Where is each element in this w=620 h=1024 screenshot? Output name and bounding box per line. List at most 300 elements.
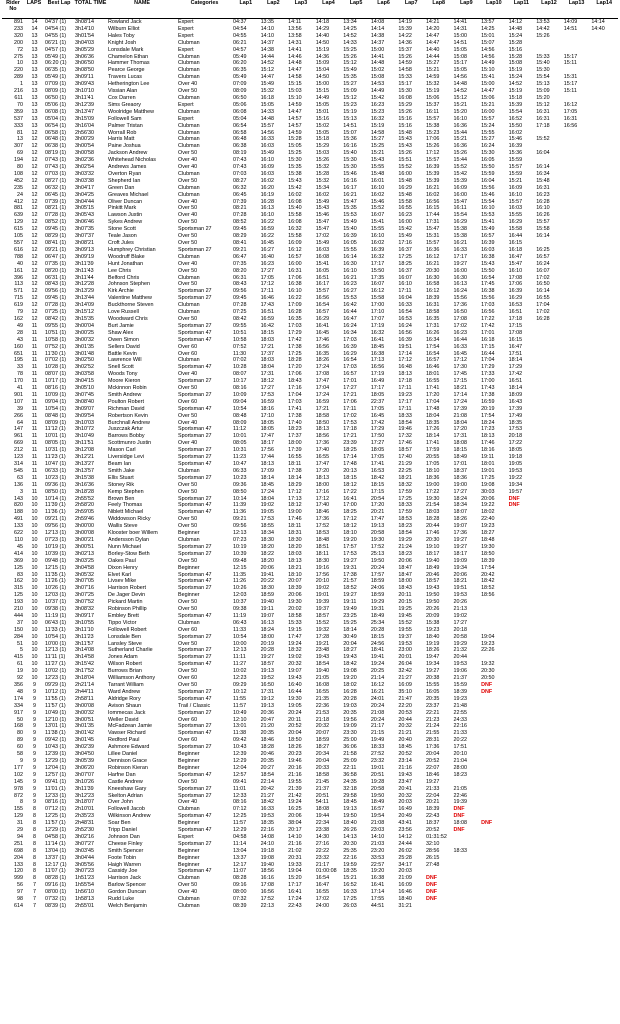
- rider-name-cell: Teale Jason: [108, 233, 137, 240]
- rider-number-cell: 28: [17, 329, 23, 336]
- table-row: [2, 641, 618, 648]
- lap-time-cell: [535, 599, 563, 606]
- lap-time-cell: [535, 730, 563, 737]
- lap-time-cell: 19:27: [260, 654, 275, 661]
- lap-time-cell: 14:14: [591, 19, 605, 25]
- rider-name-cell: Harrison Jack: [108, 875, 141, 882]
- laps-cell: 10: [31, 592, 38, 599]
- lap-time-cell: 18:05: [260, 419, 275, 426]
- lap-time-cell: 18:58: [315, 771, 330, 778]
- lap-time-cell: 14:10: [260, 32, 275, 39]
- lap-time-cell: [590, 164, 618, 171]
- lap-time-cell: 19:04: [481, 633, 495, 640]
- lap-time-cell: 19:05: [508, 461, 523, 467]
- lap-time-cell: 18:13: [315, 426, 330, 433]
- laps-cell: 10: [31, 599, 38, 606]
- laps-cell: 10: [31, 495, 38, 502]
- lap-time-cell: [563, 496, 591, 503]
- category-cell: Over 50: [178, 385, 198, 392]
- laps-cell: 9: [33, 792, 36, 799]
- lap-time-cell: [563, 558, 591, 565]
- lap-time-cell: 15:17: [563, 53, 578, 60]
- rider-name-cell: Tippo Victor: [108, 619, 137, 626]
- lap-time-cell: 18:30: [260, 536, 275, 543]
- lap-time-cell: 16:16: [343, 143, 357, 150]
- lap-time-cell: 15:54: [481, 198, 495, 205]
- lap-time-cell: [535, 592, 563, 599]
- lap-time-cell: 18:04: [425, 412, 440, 419]
- best-lap-cell: 10'28 (1): [45, 364, 67, 371]
- best-lap-cell: 13'01 (1): [45, 723, 67, 730]
- lap-time-cell: 16:28: [343, 688, 357, 695]
- lap-time-cell: 15:55: [425, 682, 440, 688]
- lap-time-cell: [563, 337, 591, 344]
- lap-time-cell: [508, 516, 536, 523]
- lap-time-cell: 34:17: [398, 861, 412, 868]
- table-row: [2, 261, 618, 268]
- lap-time-cell: 17:19: [370, 322, 385, 329]
- rider-name-cell: Overton Ryan: [108, 170, 142, 177]
- lap-time-cell: 18:46: [425, 771, 440, 778]
- rider-name-cell: Over John: [108, 799, 133, 806]
- lap-time-cell: 27:16: [315, 840, 330, 847]
- lap-time-cell: DNF: [425, 889, 438, 896]
- best-lap-cell: 13'04 (1): [45, 847, 67, 854]
- best-lap-cell: 12'57 (1): [45, 771, 67, 778]
- lap-time-cell: 16:49: [370, 378, 385, 385]
- rider-name-cell: Wilburn Elliot: [108, 25, 140, 32]
- lap-time-cell: 18:56: [260, 868, 275, 875]
- lap-time-cell: 17:06: [425, 136, 440, 143]
- lap-time-cell: [590, 786, 618, 793]
- total-time-cell: 3h09'17: [75, 612, 95, 619]
- lap-time-cell: 18:12: [343, 523, 357, 530]
- lap-time-cell: [563, 689, 591, 696]
- lap-time-cell: [535, 682, 563, 689]
- lap-time-cell: 14:38: [260, 46, 275, 53]
- lap-time-cell: 14:59: [398, 60, 412, 67]
- lap-time-cell: 13:56: [288, 25, 302, 32]
- rider-number-cell: 72: [17, 46, 23, 53]
- lap-time-cell: 15:11: [563, 60, 577, 67]
- lap-time-cell: 14:36: [398, 39, 412, 46]
- lap-time-cell: 19:45: [398, 612, 412, 619]
- rider-number-cell: 917: [14, 709, 23, 716]
- lap-time-cell: 16:21: [343, 274, 357, 281]
- total-time-cell: 3h07'25: [75, 592, 95, 599]
- best-lap-cell: 06'43 (1): [45, 619, 67, 626]
- lap-time-cell: 16:59: [260, 315, 275, 322]
- category-cell: Sportsman 27: [178, 226, 212, 233]
- lap-time-cell: 22:20: [398, 702, 412, 709]
- category-cell: Sportsman 47: [178, 336, 212, 343]
- lap-time-cell: 16:28: [536, 198, 550, 205]
- laps-cell: 12: [31, 260, 38, 267]
- lap-time-cell: 16:38: [288, 281, 302, 288]
- lap-time-cell: [508, 654, 536, 661]
- lap-time-cell: [535, 337, 563, 344]
- lap-time-cell: 20:40: [398, 737, 412, 744]
- best-lap-cell: 11'39 (1): [45, 502, 66, 509]
- lap-time-cell: 15:42: [453, 170, 467, 177]
- total-time-cell: 3h12'23: [75, 792, 95, 799]
- lap-time-cell: 10:12: [233, 688, 247, 695]
- lap-time-cell: 19:11: [260, 606, 274, 613]
- lap-time-cell: 15:19: [370, 122, 385, 129]
- lap-time-cell: 17:16: [288, 385, 302, 392]
- rider-name-cell: Andersson Dylan: [108, 536, 150, 543]
- lap-time-cell: 17:02: [315, 896, 330, 903]
- rider-number-cell: 145: [14, 778, 23, 785]
- lap-time-cell: 18:28: [260, 744, 275, 751]
- lap-time-cell: 17:22: [481, 315, 495, 322]
- lap-time-cell: [590, 654, 618, 661]
- lap-time-cell: 19:23: [453, 695, 467, 702]
- laps-cell: 7: [33, 903, 36, 909]
- category-cell: Sportsman 27: [178, 723, 212, 730]
- lap-time-cell: 16:27: [343, 288, 357, 295]
- lap-time-cell: 20:07: [315, 730, 330, 737]
- category-cell: Over 50: [178, 606, 198, 613]
- rider-name-cell: Followell Jacob: [108, 806, 145, 813]
- lap-time-cell: 18:14: [288, 474, 302, 481]
- lap-time-cell: [535, 772, 563, 779]
- lap-time-cell: 18:48: [481, 536, 495, 543]
- lap-time-cell: 15:27: [481, 136, 495, 143]
- lap-time-cell: 18:23: [398, 550, 412, 557]
- lap-time-cell: [508, 889, 536, 896]
- lap-time-cell: 17:14: [398, 350, 412, 357]
- lap-time-cell: 16:23: [370, 101, 385, 108]
- lap-time-cell: 18:35: [260, 820, 275, 827]
- lap-time-cell: 17:03: [343, 336, 357, 343]
- lap-time-cell: 15:23: [343, 101, 357, 108]
- lap-time-cell: 21:37: [453, 675, 467, 682]
- lap-time-cell: [535, 827, 563, 834]
- best-lap-cell: 07'23 (1): [45, 536, 67, 543]
- rider-number-cell: 79: [17, 309, 23, 316]
- lap-time-cell: 19:43: [288, 675, 302, 682]
- lap-time-cell: 17:26: [425, 426, 440, 433]
- category-cell: Beginner: [178, 820, 200, 827]
- lap-time-cell: 18:58: [288, 612, 302, 619]
- lap-time-cell: 13:34: [343, 19, 357, 25]
- table-row: [2, 461, 618, 468]
- lap-time-cell: 06:48: [233, 136, 247, 143]
- lap-time-cell: 15:12: [536, 101, 550, 108]
- lap-time-cell: 16:10: [370, 184, 385, 191]
- lap-time-cell: 18:27: [481, 530, 495, 537]
- category-cell: Sportsman 47: [178, 827, 212, 834]
- lap-time-cell: 16:18: [260, 94, 275, 101]
- lap-time-cell: [508, 862, 536, 869]
- lap-time-cell: [590, 758, 618, 765]
- lap-time-cell: 15:16: [398, 115, 412, 122]
- lap-time-cell: 19:09: [453, 557, 467, 564]
- lap-time-cell: 16:09: [288, 240, 302, 246]
- rider-number-cell: 10: [17, 60, 23, 67]
- lap-time-cell: 16:05: [315, 267, 330, 274]
- best-lap-cell: 09'45 (1): [45, 226, 67, 233]
- lap-time-cell: DNF: [453, 813, 465, 820]
- lap-time-cell: 15:30: [398, 88, 412, 95]
- header-rider-no: Rider No: [2, 0, 24, 19]
- lap-time-cell: 19:07: [453, 523, 467, 530]
- category-cell: Sportsman 27: [178, 447, 212, 454]
- lap-time-cell: 16:02: [288, 191, 302, 198]
- header-lap4: Lap4: [315, 0, 343, 19]
- rider-number-cell: 50: [17, 716, 23, 723]
- category-cell: Sportsman 27: [178, 378, 212, 385]
- lap-time-cell: 18:57: [398, 447, 412, 454]
- table-row: [2, 875, 618, 882]
- lap-time-cell: 18:13: [288, 557, 302, 564]
- rider-number-cell: 168: [14, 723, 23, 730]
- category-cell: Sportsman 27: [178, 543, 212, 550]
- lap-time-cell: 20:07: [288, 578, 302, 585]
- lap-time-cell: 17:10: [370, 309, 385, 316]
- lap-time-cell: 15:25: [288, 150, 302, 157]
- lap-time-cell: [508, 779, 536, 786]
- category-cell: Over 50: [178, 481, 198, 488]
- lap-time-cell: [590, 834, 618, 841]
- lap-time-cell: 20:58: [453, 633, 467, 640]
- table-row: [2, 364, 618, 371]
- total-time-cell: 3h02'36: [75, 157, 95, 164]
- lap-time-cell: 16:35: [425, 315, 440, 322]
- lap-time-cell: 17:59: [398, 509, 412, 516]
- lap-time-cell: 20:44: [453, 654, 467, 661]
- lap-time-cell: [563, 530, 591, 537]
- lap-time-cell: 16:47: [343, 315, 357, 322]
- total-time-cell: 3h07'16: [75, 585, 95, 592]
- lap-time-cell: 18:22: [260, 550, 275, 557]
- lap-time-cell: [508, 793, 536, 800]
- lap-time-cell: [508, 558, 536, 565]
- lap-time-cell: [535, 723, 563, 730]
- lap-time-cell: 19:02: [453, 612, 467, 619]
- lap-time-cell: 17:36: [315, 440, 330, 447]
- lap-time-cell: 19:08: [260, 854, 275, 861]
- lap-time-cell: 21:57: [343, 578, 357, 585]
- rider-name-cell: Burt Jamie: [108, 322, 134, 329]
- lap-time-cell: 16:03: [508, 205, 523, 212]
- lap-time-cell: 21:09: [398, 875, 412, 882]
- laps-cell: 12: [31, 150, 38, 157]
- best-lap-cell: 08'21 (1): [45, 205, 67, 212]
- lap-time-cell: 16:36: [453, 143, 467, 150]
- table-row: [2, 654, 618, 661]
- lap-time-cell: 14:48: [370, 60, 385, 67]
- lap-time-cell: 15:47: [453, 198, 467, 205]
- lap-time-cell: [535, 454, 563, 461]
- rider-number-cell: 31: [17, 820, 23, 827]
- lap-time-cell: 26:02: [398, 847, 412, 854]
- lap-time-cell: 16:08: [288, 219, 302, 226]
- lap-time-cell: 16:10: [453, 115, 467, 122]
- lap-time-cell: 20:16: [288, 764, 302, 771]
- lap-time-cell: 20:09: [425, 612, 440, 619]
- lap-time-cell: 18:30: [260, 585, 275, 592]
- lap-time-cell: [563, 420, 591, 427]
- rider-number-cell: 616: [14, 246, 23, 253]
- lap-time-cell: 16:02: [315, 191, 330, 198]
- lap-time-cell: [590, 509, 618, 516]
- lap-time-cell: 19:07: [288, 668, 302, 675]
- lap-time-cell: 16:15: [425, 205, 440, 212]
- lap-time-cell: [563, 599, 591, 606]
- lap-time-cell: 16:46: [260, 295, 275, 302]
- laps-cell: 10: [31, 571, 38, 578]
- lap-time-cell: 16:10: [508, 267, 523, 274]
- lap-time-cell: [590, 233, 618, 240]
- rider-number-cell: 147: [14, 426, 23, 433]
- lap-time-cell: 04:58: [233, 833, 247, 840]
- lap-time-cell: 07:43: [233, 164, 247, 171]
- lap-time-cell: [535, 357, 563, 364]
- category-cell: Beginner: [178, 592, 200, 599]
- rider-name-cell: Woods Tony: [108, 371, 138, 378]
- lap-time-cell: 15:43: [288, 177, 302, 184]
- laps-cell: 10: [31, 606, 38, 613]
- best-lap-cell: 10'54 (1): [45, 405, 67, 412]
- lap-time-cell: 18:21: [453, 385, 467, 392]
- lap-time-cell: [480, 827, 508, 834]
- lap-time-cell: 19:11: [343, 599, 357, 606]
- rider-name-cell: Pearce George: [108, 67, 145, 74]
- lap-time-cell: [563, 641, 591, 648]
- lap-time-cell: 10:26: [233, 585, 247, 592]
- lap-time-cell: 13:35: [260, 19, 275, 25]
- lap-time-cell: 15:08: [508, 60, 523, 67]
- total-time-cell: 3h11'43: [75, 267, 94, 274]
- lap-time-cell: [480, 834, 508, 841]
- lap-time-cell: 21:47: [398, 695, 412, 702]
- lap-time-cell: [508, 675, 536, 682]
- lap-time-cell: 17:40: [315, 447, 330, 454]
- total-time-cell: 3h02'16: [75, 833, 95, 840]
- lap-time-cell: 16:23: [453, 329, 467, 336]
- lap-time-cell: [563, 233, 591, 240]
- laps-cell: 9: [33, 682, 36, 688]
- lap-time-cell: 17:05: [260, 274, 275, 281]
- lap-time-cell: 16:08: [398, 94, 412, 101]
- rider-number-cell: 615: [14, 226, 23, 233]
- lap-time-cell: 14:47: [260, 74, 275, 81]
- lap-time-cell: [535, 413, 563, 420]
- category-cell: Over 60: [178, 343, 198, 350]
- lap-time-cell: 18:33: [453, 847, 467, 854]
- lap-time-cell: 21:05: [315, 675, 330, 682]
- lap-time-cell: 16:33: [343, 889, 357, 896]
- lap-time-cell: [563, 171, 591, 178]
- lap-time-cell: 15:58: [508, 226, 523, 233]
- lap-time-cell: [563, 502, 591, 509]
- lap-time-cell: [590, 496, 618, 503]
- lap-time-cell: 17:46: [288, 516, 302, 523]
- lap-time-cell: 17:14: [453, 391, 467, 398]
- lap-time-cell: 15:46: [508, 136, 523, 143]
- lap-time-cell: 15:52: [398, 619, 412, 626]
- lap-time-cell: 24:00: [315, 903, 330, 909]
- lap-time-cell: 18:02: [343, 682, 357, 688]
- table-row: [2, 620, 618, 627]
- rider-name-cell: Sykes Andrew: [108, 219, 143, 226]
- lap-time-cell: [590, 40, 618, 47]
- lap-time-cell: [563, 834, 591, 841]
- lap-time-cell: 09:56: [233, 288, 247, 295]
- lap-time-cell: 16:51: [260, 309, 275, 316]
- lap-time-cell: 15:43: [398, 136, 412, 143]
- lap-time-cell: 15:21: [481, 101, 495, 108]
- lap-time-cell: 32:10: [425, 840, 440, 847]
- lap-time-cell: 18:13: [315, 474, 330, 481]
- category-cell: Clubman: [178, 191, 200, 198]
- lap-time-cell: [590, 868, 618, 875]
- lap-time-cell: 16:56: [481, 309, 495, 316]
- best-lap-cell: 07'28 (1): [45, 302, 67, 309]
- lap-time-cell: [535, 364, 563, 371]
- table-row: [2, 454, 618, 461]
- laps-cell: 11: [31, 391, 38, 398]
- lap-time-cell: 17:01: [481, 329, 495, 336]
- lap-time-cell: [590, 399, 618, 406]
- lap-time-cell: 24:33: [453, 716, 467, 723]
- lap-time-cell: 16:14: [536, 233, 550, 240]
- lap-time-cell: [590, 143, 618, 150]
- lap-time-cell: 19:33: [288, 861, 302, 868]
- lap-time-cell: [535, 143, 563, 150]
- lap-time-cell: 15:57: [481, 115, 495, 122]
- lap-time-cell: 18:26: [315, 357, 330, 364]
- table-body: [2, 19, 618, 910]
- laps-cell: 9: [33, 751, 36, 758]
- lap-time-cell: 15:41: [315, 260, 330, 267]
- lap-time-cell: [535, 344, 563, 351]
- rider-name-cell: Hammer Thomas: [108, 60, 150, 67]
- rider-number-cell: 102: [14, 771, 23, 778]
- lap-time-cell: [535, 585, 563, 592]
- lap-time-cell: 19:27: [425, 778, 440, 785]
- total-time-cell: 3h07'07: [75, 771, 95, 778]
- lap-time-cell: 18:45: [398, 744, 412, 751]
- table-row: [2, 109, 618, 116]
- lap-time-cell: 14:47: [481, 88, 495, 95]
- lap-time-cell: 15:58: [288, 212, 302, 219]
- lap-time-cell: [590, 461, 618, 468]
- lap-time-cell: [590, 516, 618, 523]
- lap-time-cell: 06:45: [233, 191, 247, 198]
- total-time-cell: 3h15'38: [75, 474, 95, 481]
- lap-time-cell: DNF: [481, 688, 493, 695]
- laps-cell: 11: [31, 322, 38, 329]
- lap-time-cell: 06:32: [233, 184, 247, 191]
- total-time-cell: 3h09'19: [75, 253, 95, 260]
- total-time-cell: 3h10'26: [75, 778, 95, 785]
- total-time-cell: 3h04'44: [75, 198, 95, 205]
- lap-time-cell: 18:11: [315, 550, 329, 557]
- lap-time-cell: 18:08: [453, 820, 467, 827]
- lap-time-cell: 21:16: [288, 840, 302, 847]
- rider-number-cell: 43: [17, 336, 23, 343]
- lap-time-cell: 14:37: [370, 39, 385, 46]
- category-cell: Beginner: [178, 861, 200, 868]
- lap-time-cell: 14:21: [425, 19, 440, 25]
- lap-time-cell: 19:22: [508, 474, 523, 481]
- lap-time-cell: [590, 544, 618, 551]
- table-row: [2, 330, 618, 337]
- lap-time-cell: [453, 841, 481, 848]
